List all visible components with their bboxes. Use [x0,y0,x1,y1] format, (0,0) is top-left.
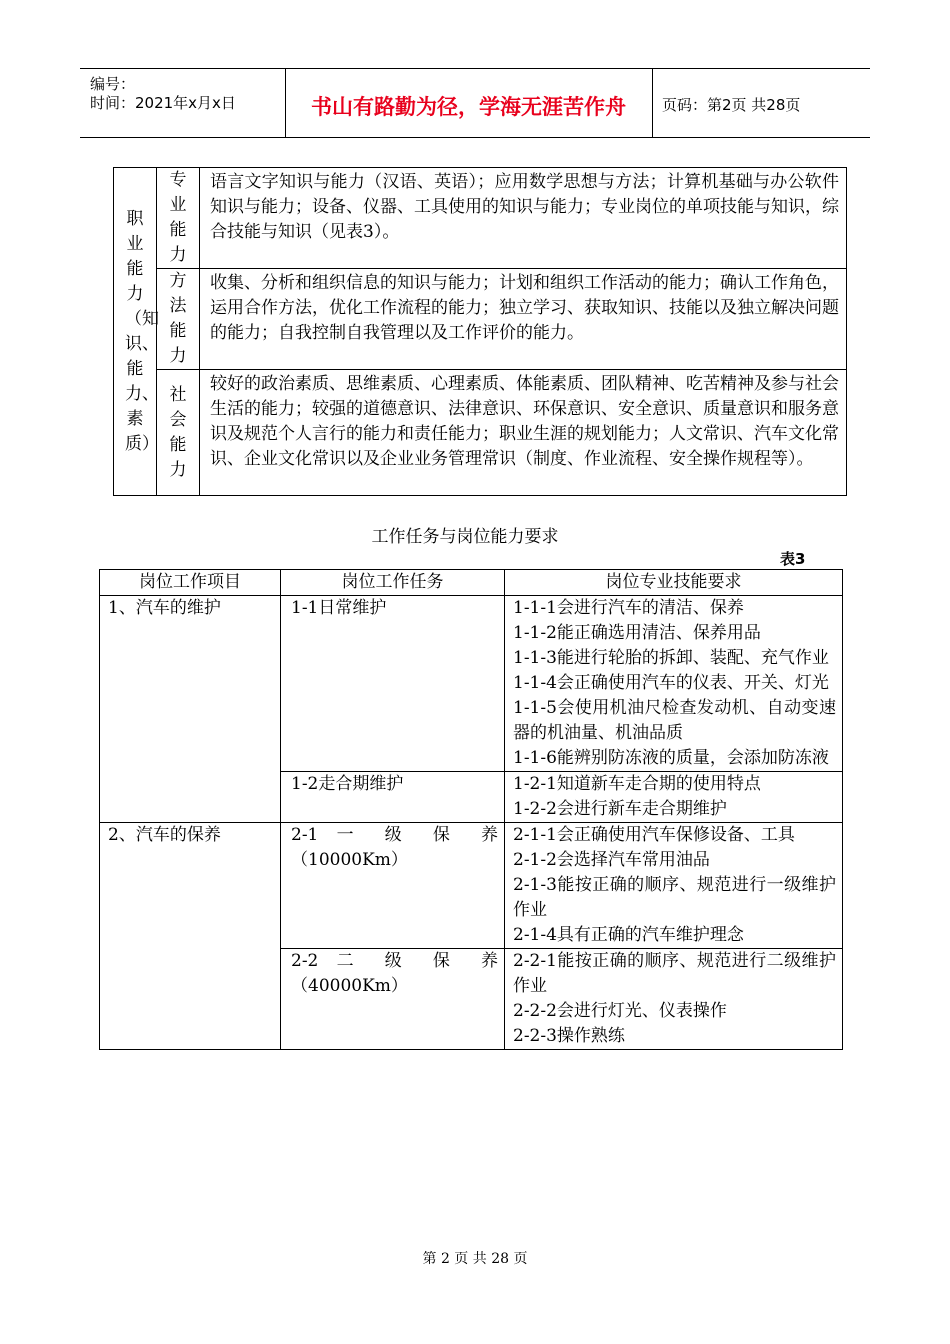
skill-item: 2-1-3能按正确的顺序、规范进行一级维护作业 [513,875,836,920]
type-label: 方法能力 [169,271,187,366]
competency-table [113,167,847,496]
task-mileage: （40000Km） [291,976,408,996]
skill-item: 1-1-1会进行汽车的清洁、保养 [513,598,744,618]
project-cell: 1、汽车的维护 [100,596,281,823]
task-mileage: （10000Km） [291,850,408,870]
type-cell [157,168,200,269]
category-cell [114,168,157,496]
type-label: 社会能力 [169,384,187,480]
type-cell [157,269,200,370]
number-label: 编号： [90,75,136,93]
header-row [100,570,843,596]
type-label: 专业能力 [169,170,187,265]
table-row [114,168,847,269]
skill-item: 1-1-3能进行轮胎的拆卸、装配、充气作业 [513,648,829,668]
column-header: 岗位工作任务 [281,570,505,596]
skill-item: 2-2-1能按正确的顺序、规范进行二级维护作业 [513,951,836,996]
header-divider [652,69,653,137]
skill-item: 1-1-5会使用机油尺检查发动机、自动变速器的机油量、机油品质 [513,698,836,743]
motto: 书山有路勤为径，学海无涯苦作舟 [311,95,626,119]
skill-item: 1-1-6能辨别防冻液的质量，会添加防冻液 [513,748,829,768]
skill-item: 1-2-1知道新车走合期的使用特点 [513,774,761,794]
page-label: 页码：第2页 共28页 [662,96,801,114]
table-number: 表3 [780,550,806,568]
skill-item: 2-2-3操作熟练 [513,1026,625,1046]
table-caption: 工作任务与岗位能力要求 [371,527,559,547]
type-cell [157,370,200,496]
description-cell: 语言文字知识与能力（汉语、英语）；应用数学思想与方法；计算机基础与办公软件知识与能力；设备、仪器、工具使用的知识与能力；专业岗位的单项技能与知识，综合技能与知识（见表3）。 [200,168,847,269]
task-cell [281,823,505,949]
skill-item: 2-2-2会进行灯光、仪表操作 [513,1001,727,1021]
table-row [114,269,847,370]
skills-cell [505,772,843,823]
project-cell: 2、汽车的保养 [100,823,281,1050]
skills-cell [505,596,843,772]
column-header: 岗位专业技能要求 [505,570,843,596]
page-header [80,68,870,138]
task-cell: 1-1日常维护 [281,596,505,772]
date-label: 时间：2021年x月x日 [90,94,236,112]
skill-item: 1-1-2能正确选用清洁、保养用品 [513,623,761,643]
skill-item: 1-1-4会正确使用汽车的仪表、开关、灯光 [513,673,829,693]
header-left [90,75,236,113]
table-row [114,370,847,496]
page-footer: 第 2 页 共 28 页 [422,1251,528,1267]
description-cell: 收集、分析和组织信息的知识与能力；计划和组织工作活动的能力；确认工作角色，运用合作方法，优化工作流程的能力；独立学习、获取知识、技能以及独立解决问题的能力；自我控制自我管理以及工作评价的能力。 [200,269,847,370]
skill-item: 1-2-2会进行新车走合期维护 [513,799,727,819]
skill-item: 2-1-4具有正确的汽车维护理念 [513,925,744,945]
task-name: 2-1 一 级 保 养 [291,825,498,845]
task-cell: 1-2走合期维护 [281,772,505,823]
table-row [100,823,843,949]
skill-item: 2-1-2会选择汽车常用油品 [513,850,710,870]
skill-item: 2-1-1会正确使用汽车保修设备、工具 [513,825,795,845]
skills-cell [505,949,843,1050]
task-table [99,569,843,1050]
category-label: 职业能力（知识、能力、素质） [125,208,159,454]
task-name: 2-2 二 级 保 养 [291,951,498,971]
task-cell [281,949,505,1050]
skills-cell [505,823,843,949]
table-row [100,596,843,772]
column-header: 岗位工作项目 [100,570,281,596]
description-cell: 较好的政治素质、思维素质、心理素质、体能素质、团队精神、吃苦精神及参与社会生活的能力；较强的道德意识、法律意识、环保意识、安全意识、质量意识和服务意识及规范个人言行的能力和责任能力；职业生涯的规划能力；人文常识、汽车文化常识、企业文化常识以及企业业务管理常识（制度、作业流程、安全操作规程等）。 [200,370,847,496]
